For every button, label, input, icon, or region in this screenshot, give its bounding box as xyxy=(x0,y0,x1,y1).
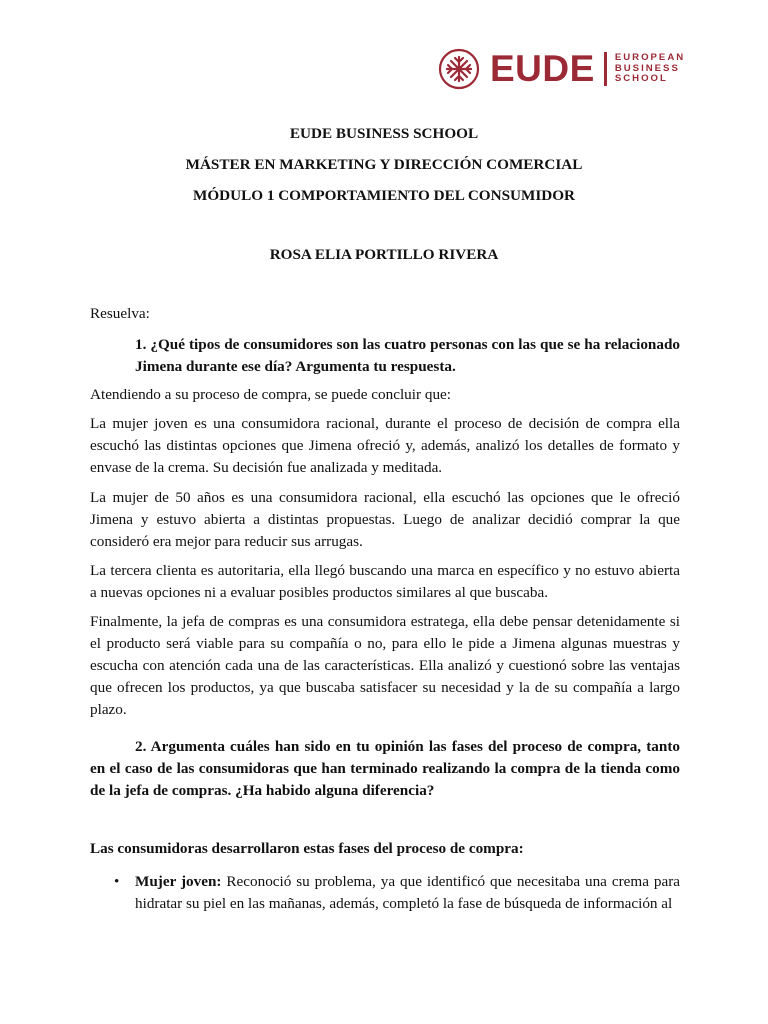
author-name: ROSA ELIA PORTILLO RIVERA xyxy=(269,246,499,263)
resuelva-label: Resuelva: xyxy=(90,305,150,322)
phases-heading: Las consumidoras desarrollaron estas fases del proceso de compra: xyxy=(90,840,524,857)
bullet-text: Reconoció su problema, ya que identificó que necesitaba una crema para hidratar su piel en las mañanas, además, completó la fase de búsqueda de información al xyxy=(135,873,680,912)
paragraph-woman-50: La mujer de 50 años es una consumidora racional, ella escuchó las opciones que le ofreció Jimena y estuvo abierta a distintas propuestas. Luego de analizar decidió comprar la que consideró era mejor para reducir sus arrugas. xyxy=(90,489,680,550)
paragraph-young-woman: La mujer joven es una consumidora racional, durante el proceso de decisión de compra ella escuchó las distintas opciones que Jimena ofreció y, además, analizó los detalles de formato y envase de la crema. Su decisión fue analizada y meditada. xyxy=(90,415,680,476)
question-1 xyxy=(135,334,680,378)
bullet-label: Mujer joven: xyxy=(135,873,222,890)
question-2: 2. Argumenta cuáles han sido en tu opinión las fases del proceso de compra, tanto en el caso de las consumidoras que han terminado realizando la compra de la tienda como de la jefa de compras. ¿Ha habido alguna diferencia? xyxy=(90,738,680,799)
master-title: MÁSTER EN MARKETING Y DIRECCIÓN COMERCIAL xyxy=(185,156,583,173)
eude-logo xyxy=(438,48,685,90)
bullet-young-woman xyxy=(107,871,680,915)
paragraph-intro: Atendiendo a su proceso de compra, se puede concluir que: xyxy=(90,386,451,403)
logo-wordmark: EUDE xyxy=(490,48,595,89)
logo-subtitle-line-1: EUROPEAN xyxy=(614,52,686,64)
paragraph-third-client: La tercera clienta es autoritaria, ella llegó buscando una marca en específico y no estuvo abierta a nuevas opciones ni a evaluar posibles productos similares al que buscaba. xyxy=(90,562,680,601)
bullet-dot: • xyxy=(114,873,120,890)
logo-subtitle-line-2: BUSINESS xyxy=(614,62,680,74)
paragraph-purchasing-head: Finalmente, la jefa de compras es una consumidora estratega, ella debe pensar detenidamente si el producto será viable para su compañía o no, para ello le pide a Jimena algunas muestras y escucha con atención cada una de las características. Ella analizó y cuestionó sobre las ventajas que ofrecen los productos, ya que buscaba satisfacer su necesidad y la de su compañía a largo plazo. xyxy=(90,613,680,718)
logo-divider xyxy=(604,52,607,86)
logo-subtitle xyxy=(615,53,685,85)
logo-subtitle-line-3: SCHOOL xyxy=(614,73,668,85)
eude-emblem-icon xyxy=(438,48,480,90)
question-1-text: 1. ¿Qué tipos de consumidores son las cuatro personas con las que se ha relacionado Jimena durante ese día? Argumenta tu respuesta. xyxy=(135,336,680,375)
school-title: EUDE BUSINESS SCHOOL xyxy=(289,125,479,142)
module-title: MÓDULO 1 COMPORTAMIENTO DEL CONSUMIDOR xyxy=(193,187,575,204)
